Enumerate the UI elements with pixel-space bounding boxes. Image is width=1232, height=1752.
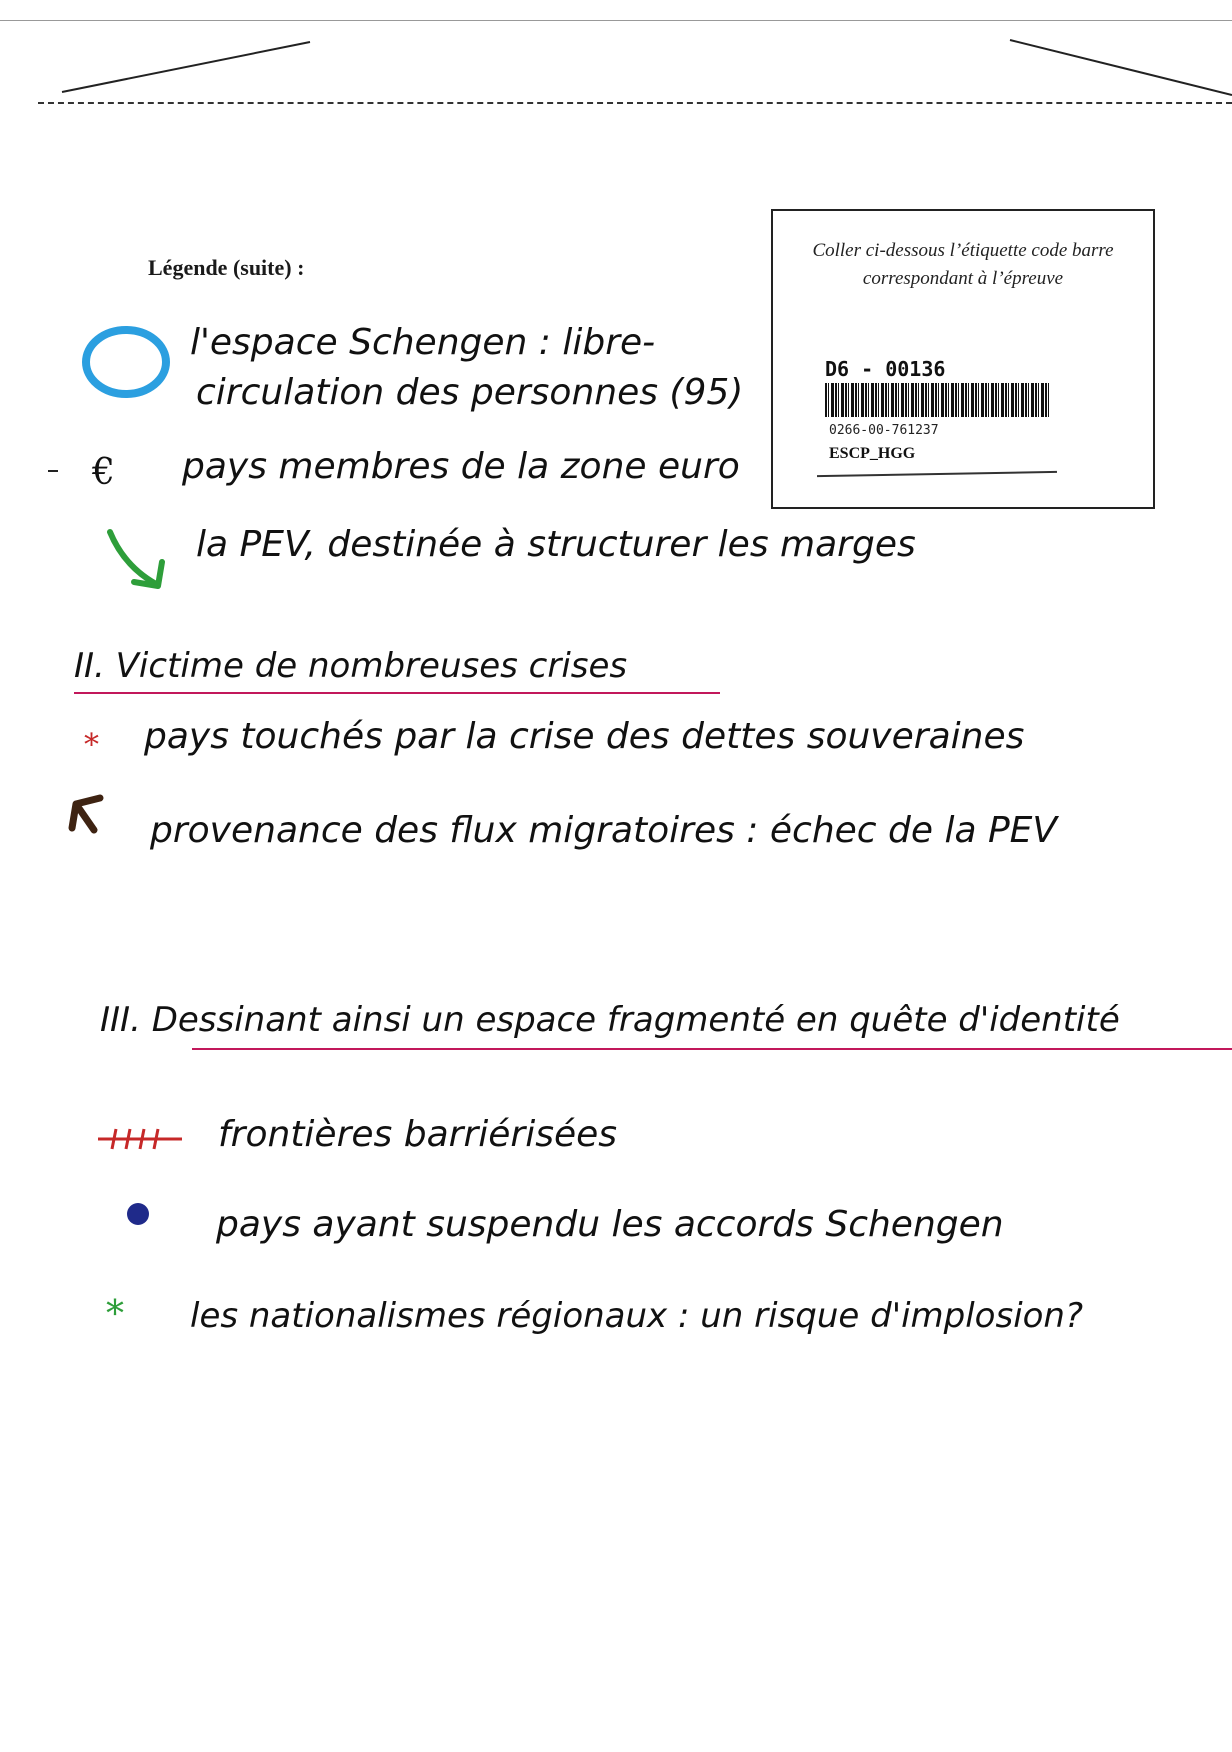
barcode-image (825, 383, 1049, 417)
legend-regional-nationalisms: les nationalismes régionaux : un risque d'implosion? (190, 1296, 1084, 1336)
right-corner-mark (1010, 40, 1232, 95)
section-2-title: II. Victime de nombreuses crises (74, 646, 628, 686)
left-corner-mark (62, 42, 310, 92)
legend-pev: la PEV, destinée à structurer les marges (196, 524, 916, 565)
page-corner-marks (0, 0, 1232, 110)
legend-schengen-suspended: pays ayant suspendu les accords Schengen (216, 1204, 1004, 1245)
legend-migration-flows: provenance des flux migratoires : échec de la PEV (150, 810, 1058, 851)
brown-arrow-icon (64, 790, 126, 840)
barcode-label-box (771, 209, 1155, 509)
legend-euro-zone: pays membres de la zone euro (182, 446, 740, 487)
green-asterisk-icon: * (106, 1294, 124, 1335)
euro-icon: € (92, 452, 115, 493)
legend-barriered-borders: frontières barriérisées (218, 1114, 618, 1155)
blue-circle-icon (78, 322, 174, 402)
barrier-line-icon (96, 1126, 184, 1152)
section-2-underline (74, 692, 720, 694)
barcode-number: 0266-00-761237 (829, 423, 939, 438)
barcode-code: D6 - 00136 (825, 357, 946, 381)
label-instruction: Coller ci-dessous l’étiquette code barre correspondant à l’épreuve (812, 240, 1114, 289)
legend-title: Légende (suite) : (148, 255, 305, 280)
dash-mark (48, 470, 58, 472)
legend-schengen-line1: l'espace Schengen : libre- (190, 322, 656, 363)
cut-line (38, 102, 1232, 104)
legend-schengen-line2: circulation des personnes (95) (196, 372, 744, 413)
candidate-name: ESCP_HGG (829, 445, 916, 462)
legend-sovereign-debt: pays touchés par la crise des dettes souveraines (144, 716, 1025, 757)
red-star-icon: ⁎ (84, 718, 99, 753)
section-3-title: III. Dessinant ainsi un espace fragmenté en quête d'identité (100, 1000, 1120, 1040)
green-arrow-icon (104, 526, 176, 594)
blue-dot-icon (124, 1200, 152, 1228)
label-underline (817, 471, 1057, 477)
section-3-underline (192, 1048, 1232, 1050)
